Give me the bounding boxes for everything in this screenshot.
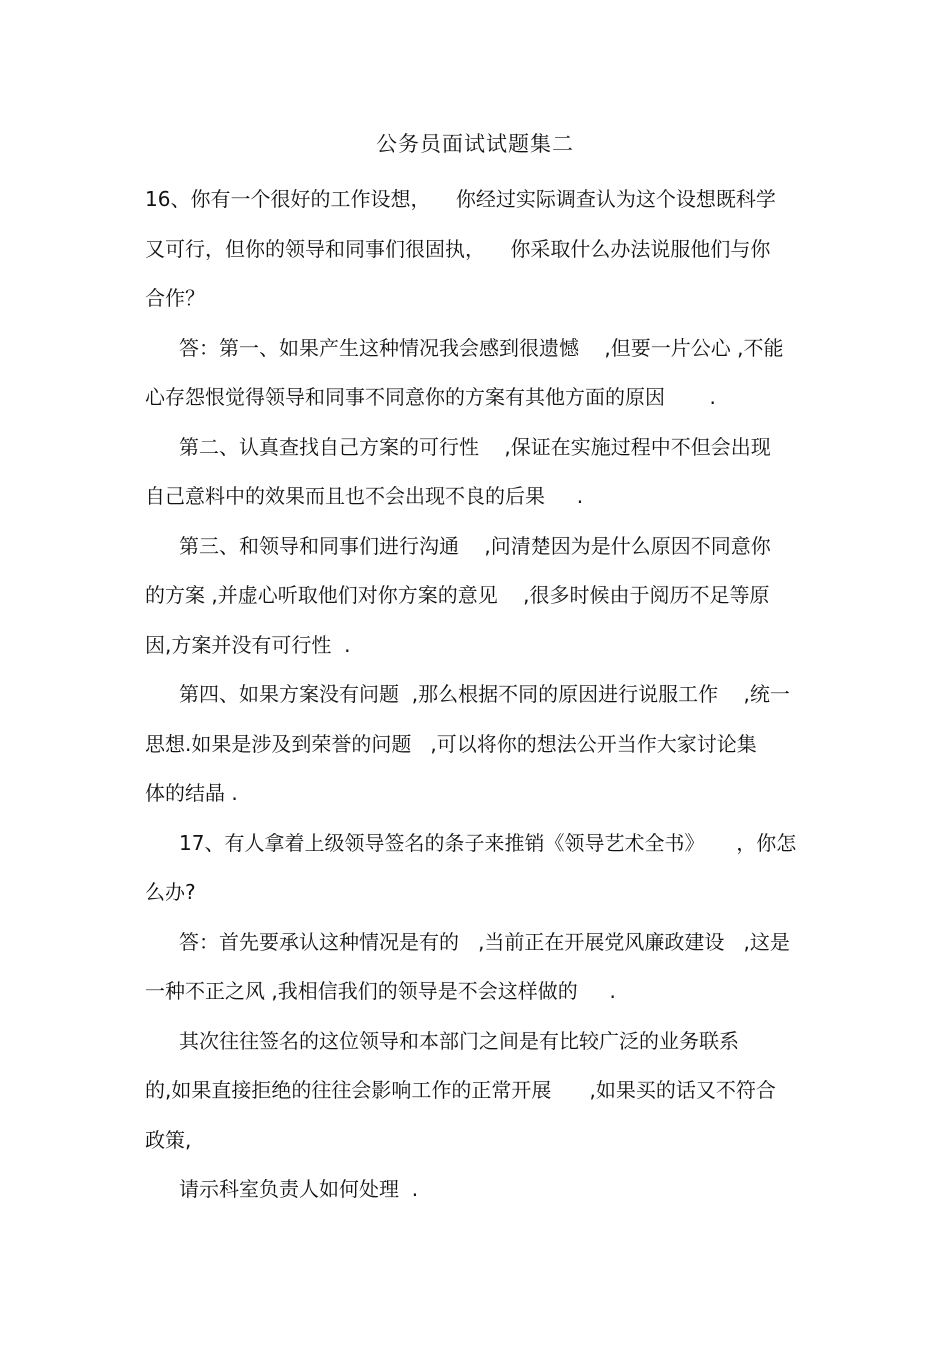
text-line: 政策,: [145, 1127, 192, 1152]
text-line: 的方案 ,并虚心听取他们对你方案的意见 ,很多时候由于阅历不足等原: [145, 583, 770, 607]
text-line: 心存怨恨觉得领导和同事不同意你的方案有其他方面的原因 .: [145, 385, 716, 409]
text-line: 又可行，但你的领导和同事们很固执， 你采取什么办法说服他们与你: [145, 236, 771, 261]
text-line: 自己意料中的效果而且也不会出现不良的后果 .: [145, 484, 584, 508]
paragraph-answer-17-4: [145, 1165, 810, 1215]
text-line: 一种不正之风 ,我相信我们的领导是不会这样做的 .: [145, 979, 616, 1003]
text-line: 其次往往签名的这位领导和本部门之间是有比较广泛的业务联系: [179, 1028, 739, 1053]
paragraph-q17: [145, 819, 810, 918]
paragraph-answer-17-2: [145, 1017, 810, 1067]
text-line: 的,如果直接拒绝的往往会影响工作的正常开展 ,如果买的话又不符合: [145, 1078, 776, 1102]
text-line: 合作？: [145, 286, 205, 310]
paragraph-answer-3: [145, 522, 810, 671]
text-line: 么办?: [145, 880, 196, 904]
document-title: 公务员面试试题集二: [376, 132, 574, 156]
paragraph-answer-1: [145, 324, 810, 423]
text-line: 因,方案并没有可行性 .: [145, 632, 351, 657]
paragraph-answer-4: [145, 670, 810, 819]
paragraph-q16: [145, 175, 810, 324]
text-line: 第三、和领导和同事们进行沟通 ,问清楚因为是什么原因不同意你: [179, 533, 771, 558]
text-line: 答：首先要承认这种情况是有的 ,当前正在开展党风廉政建设 ,这是: [179, 929, 790, 954]
text-line: 请示科室负责人如何处理 .: [179, 1177, 419, 1201]
text-line: 第四、如果方案没有问题 ,那么根据不同的原因进行说服工作 ,统一: [179, 682, 790, 706]
paragraph-answer-17-1: [145, 918, 810, 1017]
text-line: 17、有人拿着上级领导签名的条子来推销《领导艺术全书》 ，你怎: [179, 830, 797, 855]
text-line: 第二、认真查找自己方案的可行性 ,保证在实施过程中不但会出现: [179, 434, 771, 459]
text-line: 16、你有一个很好的工作设想， 你经过实际调查认为这个设想既科学: [145, 187, 776, 211]
text-line: 答：第一、如果产生这种情况我会感到很遗憾 ,但要一片公心 ,不能: [179, 335, 784, 360]
paragraph-answer-17-3: [145, 1066, 810, 1165]
paragraph-answer-2: [145, 423, 810, 522]
text-line: 体的结晶 .: [145, 781, 238, 805]
document-body: [145, 175, 810, 1215]
text-line: 思想.如果是涉及到荣誉的问题 ,可以将你的想法公开当作大家讨论集: [145, 731, 757, 756]
